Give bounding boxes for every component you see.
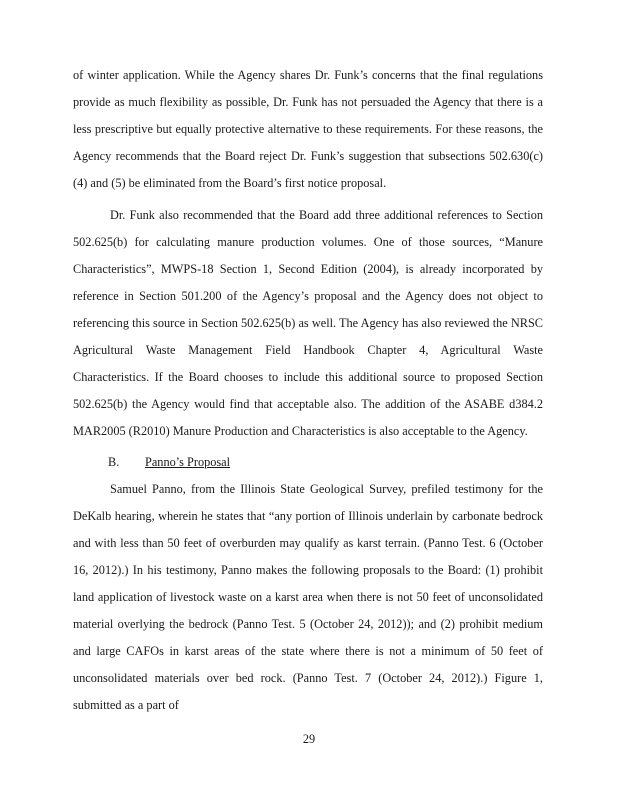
section-title: Panno’s Proposal — [145, 455, 231, 469]
section-heading — [108, 449, 230, 476]
paragraph-panno-testimony: Samuel Panno, from the Illinois State Geological Survey, prefiled testimony for the DeKalb hearing, wherein he states that “any portion of Illinois underlain by carbonate bedrock and with less than 50 feet of overburden may qualify as karst terrain. (Panno Test. 6 (October 16, 2012).) In his testimony, Panno makes the following proposals to the Board: (1) prohibit land application of livestock waste on a karst area when there is not 50 feet of unconsolidated material overlying the bedrock (Panno Test. 5 (October 24, 2012)); and (2) prohibit medium and large CAFOs in karst areas of the state where there is not a minimum of 50 feet of unconsolidated materials over bed rock. (Panno Test. 7 (October 24, 2012).) Figure 1, submitted as a part of — [73, 482, 543, 712]
section-letter: B. — [108, 455, 120, 469]
paragraph-winter-application: of winter application. While the Agency shares Dr. Funk’s concerns that the final regulations provide as much flexibility as possible, Dr. Funk has not persuaded the Agency that there is a less prescriptive but equally protective alternative to these requirements. For these reasons, the Agency recommends that the Board reject Dr. Funk’s suggestion that subsections 502.630(c)(4) and (5) be eliminated from the Board’s first notice proposal. — [73, 68, 543, 190]
page-number: 29 — [302, 732, 316, 746]
paragraph-manure-references: Dr. Funk also recommended that the Board add three additional references to Section 502.625(b) for calculating manure production volumes. One of those sources, “Manure Characteristics”, MWPS-18 Section 1, Second Edition (2004), is already incorporated by reference in Section 501.200 of the Agency’s proposal and the Agency does not object to referencing this source in Section 502.625(b) as well. The Agency has also reviewed the NRSC Agricultural Waste Management Field Handbook Chapter 4, Agricultural Waste Characteristics. If the Board chooses to include this additional source to proposed Section 502.625(b) the Agency would find that acceptable also. The addition of the ASABE d384.2 MAR2005 (R2010) Manure Production and Characteristics is also acceptable to the Agency. — [73, 208, 543, 438]
